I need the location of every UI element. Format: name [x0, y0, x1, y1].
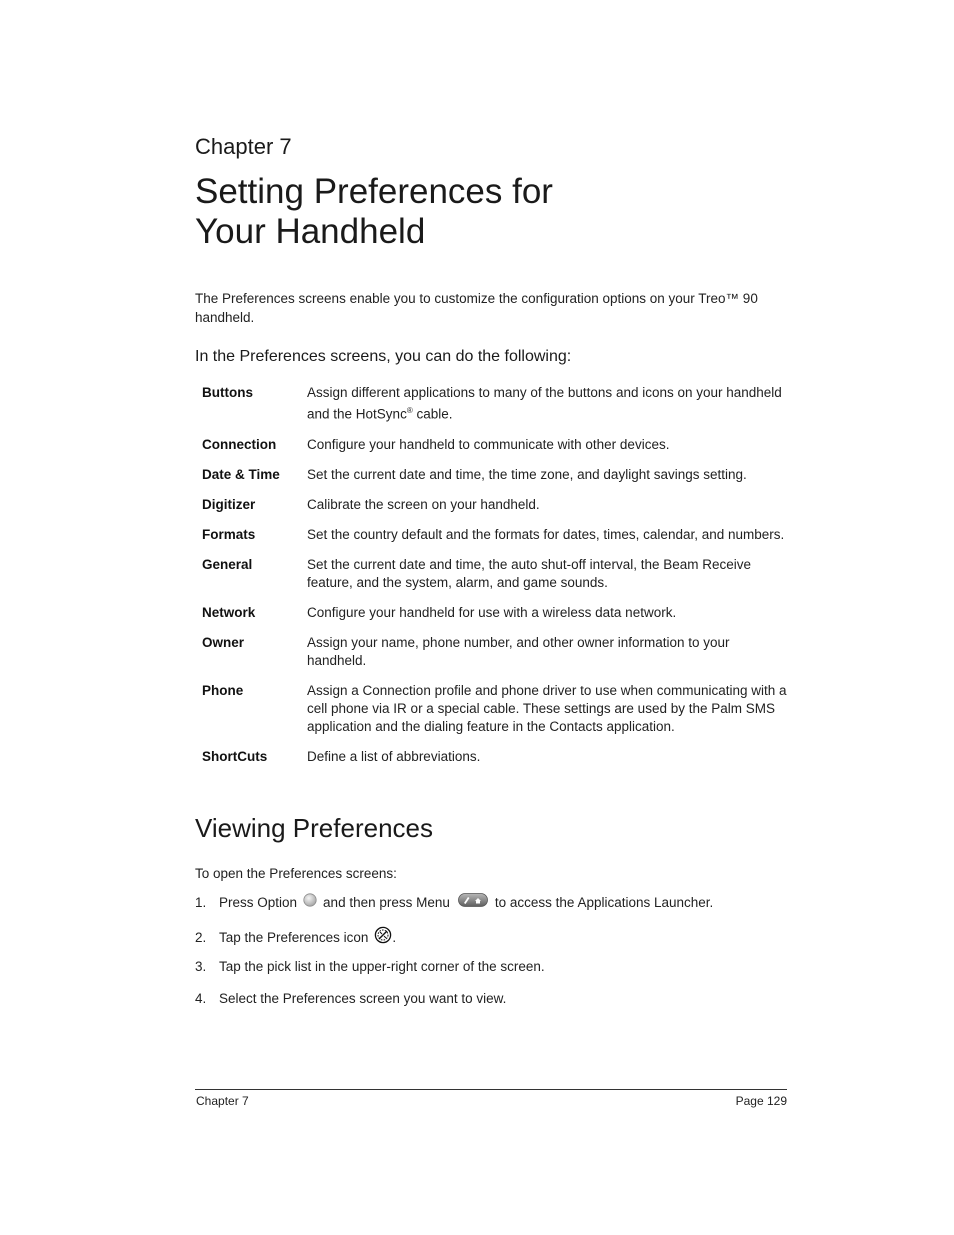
step-number: 1. — [195, 894, 207, 910]
pref-description: Define a list of abbreviations. — [307, 748, 481, 764]
step-number: 3. — [195, 959, 207, 974]
footer-chapter: Chapter 7 — [196, 1094, 249, 1108]
step-text: and then press Menu — [323, 894, 450, 910]
preferences-table — [202, 384, 787, 766]
pref-term: Network — [202, 604, 256, 620]
pref-term: Date & Time — [202, 466, 280, 482]
pref-term: General — [202, 556, 253, 572]
step-4 — [195, 990, 506, 1008]
step-text: Select the Preferences screen you want to view. — [219, 991, 507, 1006]
pref-description: Assign a Connection profile and phone driver to use when communicating with a cell phone via IR or a special cable. These settings are used by the Palm SMS application and the dialing feature in the Contacts application. — [307, 682, 787, 734]
intro-paragraph: The Preferences screens enable you to customize the configuration options on your Treo™ 90 handheld. — [195, 291, 758, 325]
page-title — [195, 172, 553, 252]
table-row — [202, 748, 787, 766]
chapter-label: Chapter 7 — [195, 134, 292, 159]
registered-mark: ® — [406, 406, 413, 415]
step-text: to access the Applications Launcher. — [494, 894, 714, 910]
footer-divider — [195, 1089, 787, 1090]
steps-intro: To open the Preferences screens: — [195, 866, 397, 881]
table-row — [202, 634, 787, 670]
section-title: Viewing Preferences — [195, 813, 433, 843]
step-number: 4. — [195, 991, 207, 1006]
pref-term: Owner — [202, 634, 245, 650]
pref-term: Formats — [202, 526, 256, 542]
pref-description-text-end: cable. — [412, 406, 453, 422]
table-row — [202, 436, 787, 454]
table-row — [202, 466, 787, 484]
document-page — [195, 0, 787, 1235]
page-title-line-2: Your Handheld — [195, 212, 426, 251]
footer-page-number: Page 129 — [735, 1094, 787, 1108]
step-text: Tap the pick list in the upper-right corner of the screen. — [219, 959, 545, 974]
preferences-icon — [374, 926, 392, 949]
step-1 — [195, 893, 713, 912]
pref-description: Configure your handheld for use with a wireless data network. — [307, 604, 677, 620]
pref-term: Buttons — [202, 385, 253, 400]
step-2 — [195, 926, 396, 949]
menu-button-icon — [458, 893, 488, 912]
pref-term: Digitizer — [202, 496, 256, 512]
pref-description: Assign your name, phone number, and other owner information to your handheld. — [307, 634, 730, 668]
pref-description: Set the current date and time, the time zone, and daylight savings setting. — [307, 466, 747, 482]
table-row — [202, 556, 787, 592]
pref-term: Phone — [202, 682, 244, 698]
table-row — [202, 384, 787, 424]
table-row — [202, 604, 787, 622]
step-3 — [195, 958, 545, 976]
pref-description: Calibrate the screen on your handheld. — [307, 496, 540, 512]
pref-description — [307, 384, 787, 424]
pref-description: Configure your handheld to communicate with other devices. — [307, 436, 670, 452]
pref-description-text: Assign different applications to many of the buttons and icons on your handheld and the HotSync — [307, 385, 782, 422]
table-row — [202, 496, 787, 514]
step-text: Press Option — [219, 894, 298, 910]
pref-term: Connection — [202, 436, 277, 452]
page-title-line-1: Setting Preferences for — [195, 172, 553, 211]
pref-description: Set the country default and the formats for dates, times, calendar, and numbers. — [307, 526, 785, 542]
list-heading: In the Preferences screens, you can do the following: — [195, 348, 572, 365]
table-row — [202, 526, 787, 544]
pref-term: ShortCuts — [202, 748, 268, 764]
step-number: 2. — [195, 929, 207, 945]
step-text-end: . — [392, 929, 397, 945]
option-button-icon — [303, 893, 317, 912]
step-text: Tap the Preferences icon — [219, 929, 369, 945]
table-row — [202, 682, 787, 736]
pref-description: Set the current date and time, the auto shut-off interval, the Beam Receive feature, and the system, alarm, and game sounds. — [307, 556, 752, 590]
